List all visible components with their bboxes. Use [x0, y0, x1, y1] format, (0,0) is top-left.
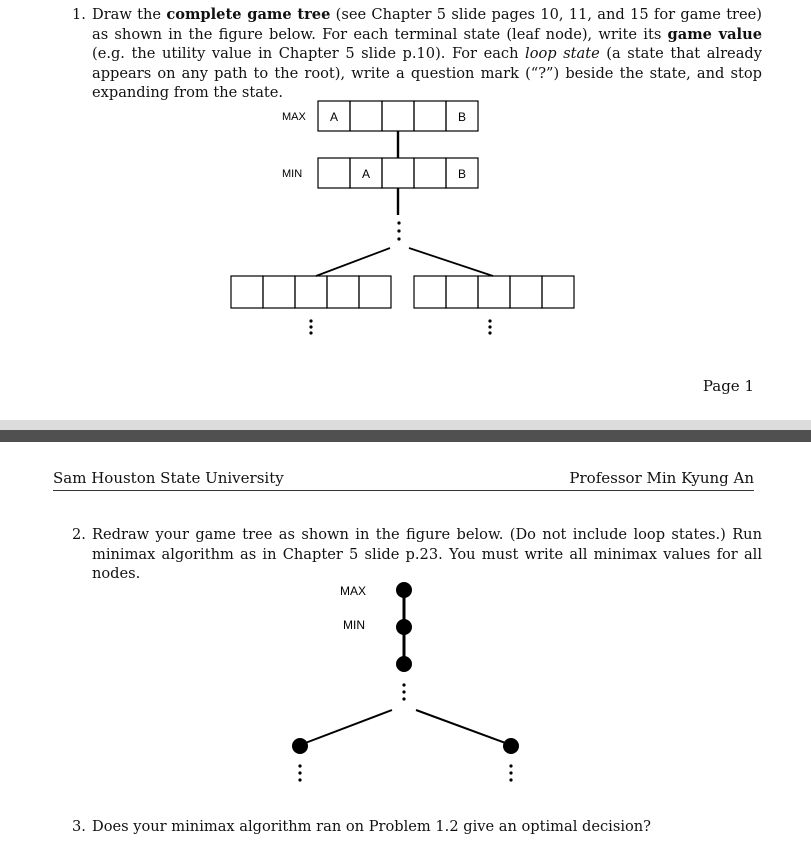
edge-left-child — [316, 248, 390, 276]
page-2 — [0, 443, 811, 857]
node-max — [396, 582, 412, 598]
question-3 — [72, 817, 762, 837]
term-complete-game-tree: complete game tree — [166, 6, 331, 23]
node-level-3 — [396, 656, 412, 672]
edge-left-leaf — [300, 710, 392, 745]
figure-2-minimax-tree — [0, 573, 811, 803]
header-university: Sam Houston State University — [53, 469, 284, 487]
left-child-board — [231, 276, 391, 308]
page-number: Page 1 — [702, 377, 754, 395]
figure-1-min-label: MIN — [282, 168, 303, 180]
node-right-leaf — [503, 738, 519, 754]
figure-2-min-label: MIN — [343, 618, 365, 632]
ellipsis-center-dots-2 — [402, 683, 405, 700]
figure-1-game-tree — [0, 75, 811, 420]
page-separator — [0, 420, 811, 443]
edge-right-leaf — [416, 710, 511, 745]
max-cell-b: B — [457, 110, 467, 124]
min-cell-a: A — [361, 167, 371, 181]
node-left-leaf — [292, 738, 308, 754]
min-state-board — [318, 158, 478, 188]
ellipsis-right-dots-2 — [509, 764, 512, 781]
question-2-text: Redraw your game tree as shown in the figure below. (Do not include loop states.) Run minimax algorithm as in Chapter 5 slide p.23. You must write all minimax values for all nodes. — [92, 526, 762, 582]
header-rule — [53, 490, 754, 491]
question-3-text: Does your minimax algorithm ran on Problem 1.2 give an optimal decision? — [92, 818, 652, 835]
ellipsis-left-dots-2 — [298, 764, 301, 781]
question-3-number: 3. — [72, 818, 86, 835]
figure-2-max-label: MAX — [340, 584, 367, 598]
ellipsis-right-dots — [488, 319, 491, 334]
ellipsis-center-dots — [397, 221, 400, 240]
question-1-number: 1. — [72, 6, 86, 23]
question-1-text: Draw the complete game tree (see Chapter 5 slide pages 10, 11, and 15 for game tree) as shown in the figure below. For each terminal state (leaf node), write its game value (e.g. the utility value in Chapter 5 slide p.10). For each loop state (a state that already appears on any path to the root), write a question mark (“?”) beside the state, and stop expanding from the state. — [92, 6, 762, 101]
max-cell-a: A — [329, 110, 339, 124]
node-min — [396, 619, 412, 635]
header-professor: Professor Min Kyung An — [569, 469, 754, 487]
page-1 — [0, 0, 811, 420]
right-child-board — [414, 276, 574, 308]
term-game-value: game value — [667, 25, 762, 43]
max-state-board — [318, 101, 478, 131]
min-cell-b: B — [457, 167, 467, 181]
question-2-number: 2. — [72, 526, 86, 543]
edge-right-child — [409, 248, 493, 276]
term-loop-state: loop state — [525, 45, 600, 62]
figure-1-max-label: MAX — [282, 111, 306, 123]
ellipsis-left-dots — [309, 319, 312, 334]
